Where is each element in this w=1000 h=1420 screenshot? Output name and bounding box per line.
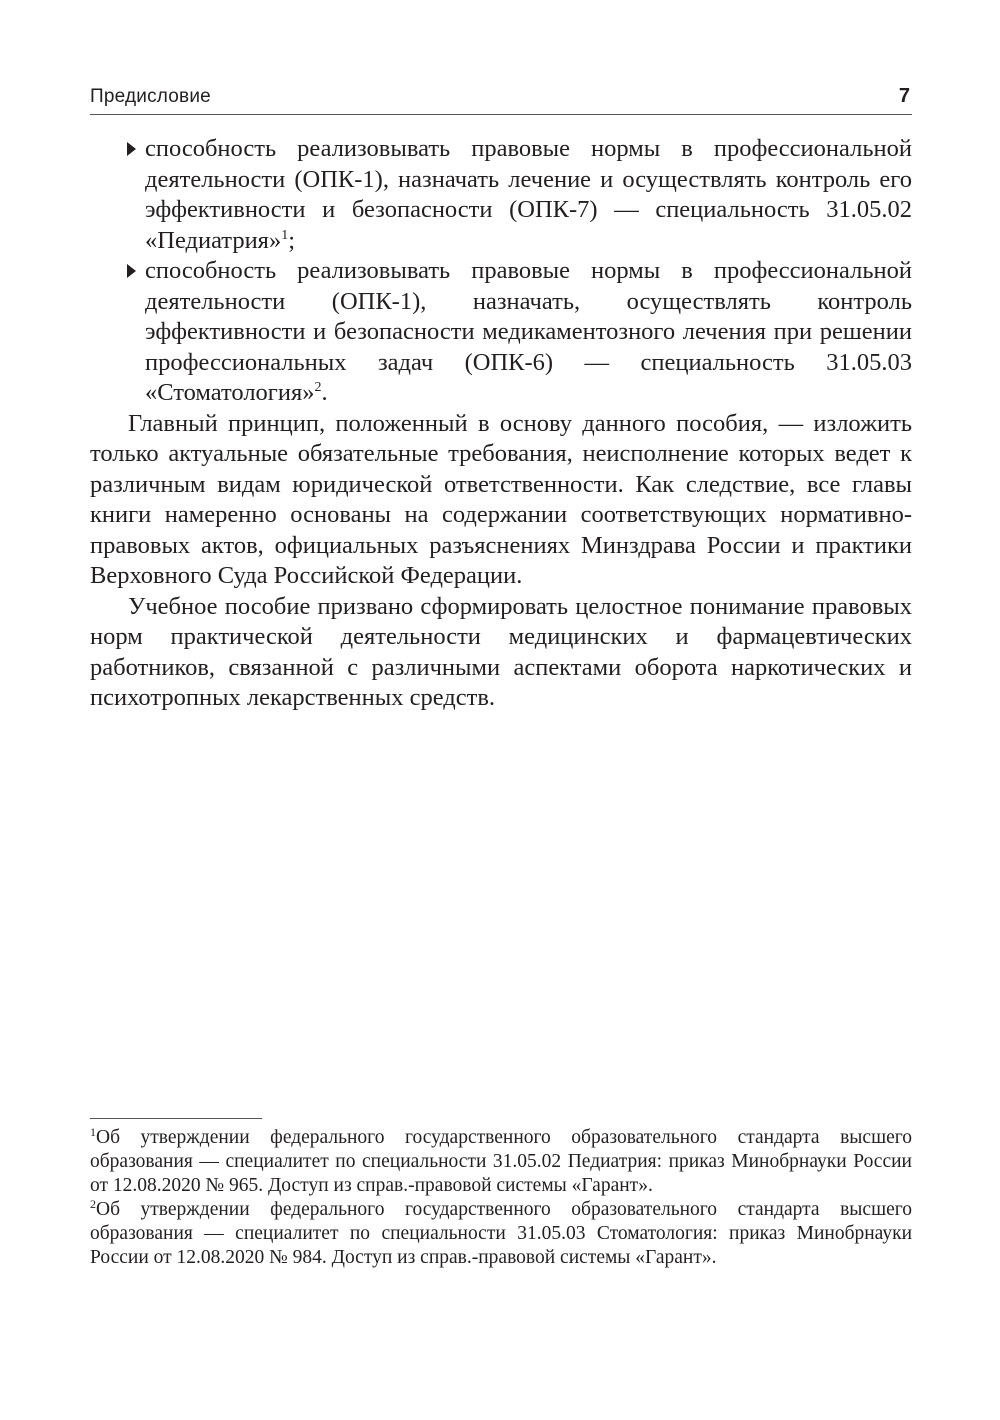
page-number: 7 [898, 85, 910, 107]
footnote-number: 2 [90, 1197, 96, 1211]
triangle-bullet-icon [127, 264, 136, 278]
footnote-text: Об утверждении федерального государственного образовательного стандарта высшего образования — специалитет по специальности 31.05.03 Стоматология: приказ Минобрнауки России от 12.08.2020 № 984. Доступ из справ.-правовой системы «Гарант». [90, 1199, 912, 1268]
footnote-number: 1 [90, 1125, 96, 1139]
competency-list [90, 134, 912, 409]
footnote [90, 1198, 912, 1270]
footnote-text: Об утверждении федерального государственного образовательного стандарта высшего образования — специалитет по специальности 31.05.02 Педиатрия: приказ Минобрнауки России от 12.08.2020 № 965. Доступ из справ.-правовой системы «Гарант». [90, 1127, 912, 1196]
footnotes [90, 1126, 912, 1270]
paragraph: Учебное пособие призвано сформировать целостное понимание правовых норм практической деятельности медицинских и фармацевтических работников, связанной с различными аспектами оборота наркотических и психотропных лекарственных средств. [90, 592, 912, 711]
footnote-ref: 1 [281, 227, 289, 243]
list-item-text: способность реализовывать правовые нормы в профессиональной деятельности (ОПК-1), назначать, осуществлять контроль эффективности и безопасности медикаментозного лечения при решении профессиональных задач (ОПК-6) — специальность 31.05.03 «Стоматология» [145, 257, 912, 406]
list-item-text: способность реализовывать правовые нормы в профессиональной деятельности (ОПК-1), назначать лечение и осуществлять контроль его эффективности и безопасности (ОПК-7) — специальность 31.05.02 «Педиатрия» [145, 135, 912, 254]
paragraph: Главный принцип, положенный в основу данного пособия, — изложить только актуальные обязательные требования, неисполнение которых ведет к различным видам юридической ответственности. Как следствие, все главы книги намеренно основаны на содержании соответствующих нормативно-правовых актов, официальных разъяснениях Минздрава России и практики Верховного Суда Российской Федерации. [90, 409, 912, 589]
triangle-bullet-icon [127, 142, 136, 156]
list-item [90, 134, 912, 256]
footnote [90, 1126, 912, 1198]
running-header [90, 86, 912, 115]
list-item-punct: . [321, 379, 328, 406]
main-text [90, 134, 912, 714]
list-item-punct: ; [288, 226, 296, 254]
section-title: Предисловие [90, 86, 211, 107]
footnote-ref: 2 [314, 380, 322, 395]
footnote-divider [90, 1118, 262, 1119]
list-item [90, 256, 912, 409]
